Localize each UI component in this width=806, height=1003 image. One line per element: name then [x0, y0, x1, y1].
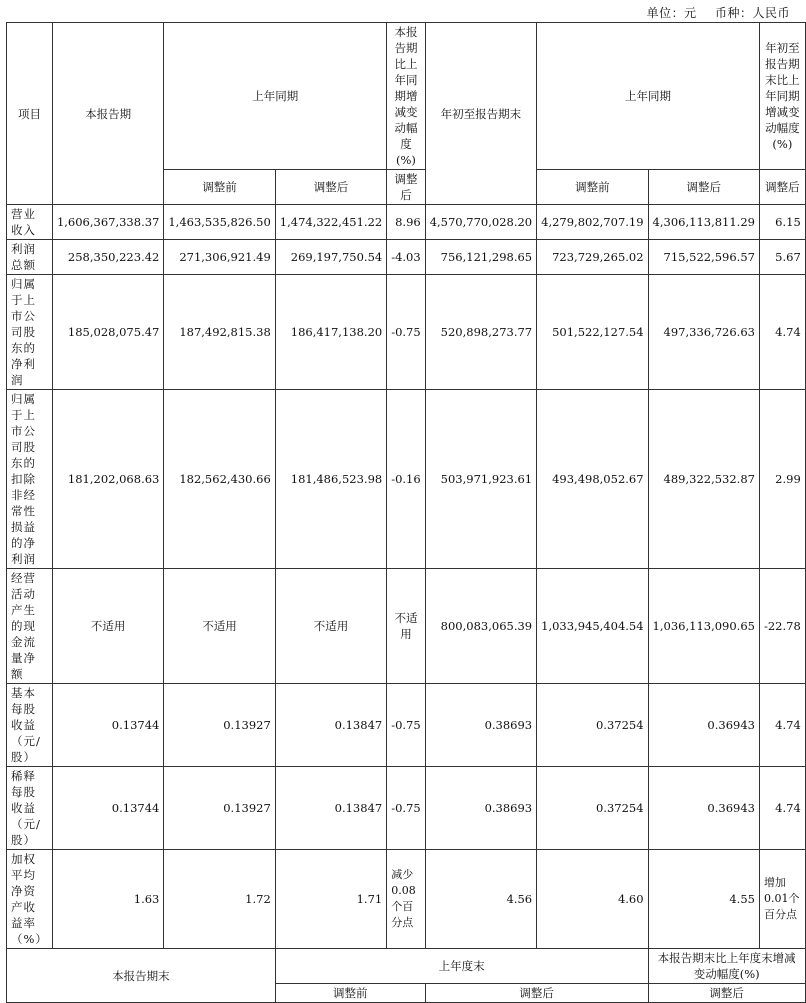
cell: 不适用 — [275, 569, 386, 684]
header-after-adj: 调整后 — [275, 170, 386, 205]
cell: 0.36943 — [648, 684, 759, 767]
cell: 0.36943 — [648, 767, 759, 850]
cell: 2.99 — [759, 390, 805, 569]
bottom-before-adj: 调整前 — [275, 984, 425, 1003]
cell: 1,463,535,826.50 — [164, 205, 275, 240]
cell: 0.13927 — [164, 767, 275, 850]
cell: 8.96 — [387, 205, 426, 240]
unit-line — [633, 4, 790, 21]
cell: 1.63 — [52, 850, 163, 949]
bottom-after-adj-2: 调整后 — [648, 984, 805, 1003]
header-before-adj-2: 调整前 — [537, 170, 648, 205]
table-row — [7, 569, 806, 684]
cell: 4,279,802,707.19 — [537, 205, 648, 240]
table-row — [7, 240, 806, 275]
header-current: 本报告期 — [52, 23, 163, 205]
cell: 1,474,322,451.22 — [275, 205, 386, 240]
table-row — [7, 684, 806, 767]
currency-label: 币种：人民币 — [714, 6, 790, 20]
cell: 258,350,223.42 — [52, 240, 163, 275]
cell: 271,306,921.49 — [164, 240, 275, 275]
row-label: 基本每股收益（元/股） — [7, 684, 53, 767]
cell: 4.55 — [648, 850, 759, 949]
cell: 723,729,265.02 — [537, 240, 648, 275]
row-label: 营业收入 — [7, 205, 53, 240]
header-before-adj: 调整前 — [164, 170, 275, 205]
cell: 503,971,923.61 — [425, 390, 536, 569]
bottom-after-adj: 调整后 — [425, 984, 648, 1003]
cell: 1.71 — [275, 850, 386, 949]
cell: 0.13847 — [275, 767, 386, 850]
header-row-1 — [7, 23, 806, 170]
bottom-header-row-1 — [7, 949, 806, 984]
cell: 497,336,726.63 — [648, 275, 759, 390]
header-item: 项目 — [7, 23, 53, 205]
cell: -22.78 — [759, 569, 805, 684]
cell: 182,562,430.66 — [164, 390, 275, 569]
header-after-adj-2: 调整后 — [387, 170, 426, 205]
cell: 1.72 — [164, 850, 275, 949]
cell: 0.13744 — [52, 767, 163, 850]
cell: 不适用 — [52, 569, 163, 684]
header-prior-same: 上年同期 — [164, 23, 387, 170]
cell: 不适用 — [164, 569, 275, 684]
cell: 489,322,532.87 — [648, 390, 759, 569]
cell: 0.13927 — [164, 684, 275, 767]
cell: 0.13847 — [275, 684, 386, 767]
cell: -0.75 — [387, 684, 426, 767]
cell: -0.75 — [387, 275, 426, 390]
cell: 增加0.01个百分点 — [759, 850, 805, 949]
table-row — [7, 767, 806, 850]
cell: 4.60 — [537, 850, 648, 949]
cell: 0.37254 — [537, 684, 648, 767]
cell: 715,522,596.57 — [648, 240, 759, 275]
row-label: 利润总额 — [7, 240, 53, 275]
table-row — [7, 275, 806, 390]
cell: 0.38693 — [425, 684, 536, 767]
bottom-change: 本报告期末比上年度末增减变动幅度(%) — [648, 949, 805, 984]
cell: 4.74 — [759, 767, 805, 850]
header-change-pct: 本报告期比上年同期增减变动幅度(%) — [387, 23, 426, 170]
cell: 181,202,068.63 — [52, 390, 163, 569]
cell: 493,498,052.67 — [537, 390, 648, 569]
bottom-prior-year-end: 上年度末 — [275, 949, 648, 984]
row-label: 归属于上市公司股东的扣除非经常性损益的净利润 — [7, 390, 53, 569]
header-ytd: 年初至报告期末 — [425, 23, 536, 205]
cell: 800,083,065.39 — [425, 569, 536, 684]
cell: 1,036,113,090.65 — [648, 569, 759, 684]
bottom-period-end: 本报告期末 — [7, 949, 276, 1003]
cell: 减少0.08个百分点 — [387, 850, 426, 949]
cell: 756,121,298.65 — [425, 240, 536, 275]
cell: 501,522,127.54 — [537, 275, 648, 390]
row-label: 加权平均净资产收益率（%） — [7, 850, 53, 949]
header-ytd-prior: 上年同期 — [537, 23, 760, 170]
cell: 181,486,523.98 — [275, 390, 386, 569]
cell: 4,306,113,811.29 — [648, 205, 759, 240]
table-row — [7, 390, 806, 569]
cell: 4.74 — [759, 275, 805, 390]
cell: 1,606,367,338.37 — [52, 205, 163, 240]
table-row — [7, 205, 806, 240]
cell: 4.74 — [759, 684, 805, 767]
cell: 520,898,273.77 — [425, 275, 536, 390]
cell: 0.37254 — [537, 767, 648, 850]
cell: -0.16 — [387, 390, 426, 569]
header-ytd-change: 年初至报告期末比上年同期增减变动幅度(%) — [759, 23, 805, 170]
header-after-adj-4: 调整后 — [759, 170, 805, 205]
cell: 0.13744 — [52, 684, 163, 767]
row-label: 经营活动产生的现金流量净额 — [7, 569, 53, 684]
table-row — [7, 850, 806, 949]
cell: 0.38693 — [425, 767, 536, 850]
cell: 185,028,075.47 — [52, 275, 163, 390]
cell: -0.75 — [387, 767, 426, 850]
header-after-adj-3: 调整后 — [648, 170, 759, 205]
cell: 不适用 — [387, 569, 426, 684]
cell: 1,033,945,404.54 — [537, 569, 648, 684]
cell: 6.15 — [759, 205, 805, 240]
row-label: 归属于上市公司股东的净利润 — [7, 275, 53, 390]
unit-label: 单位：元 — [646, 6, 697, 20]
row-label: 稀释每股收益（元/股） — [7, 767, 53, 850]
cell: 4.56 — [425, 850, 536, 949]
cell: -4.03 — [387, 240, 426, 275]
financial-table — [6, 22, 806, 1003]
cell: 186,417,138.20 — [275, 275, 386, 390]
cell: 269,197,750.54 — [275, 240, 386, 275]
cell: 4,570,770,028.20 — [425, 205, 536, 240]
cell: 5.67 — [759, 240, 805, 275]
cell: 187,492,815.38 — [164, 275, 275, 390]
